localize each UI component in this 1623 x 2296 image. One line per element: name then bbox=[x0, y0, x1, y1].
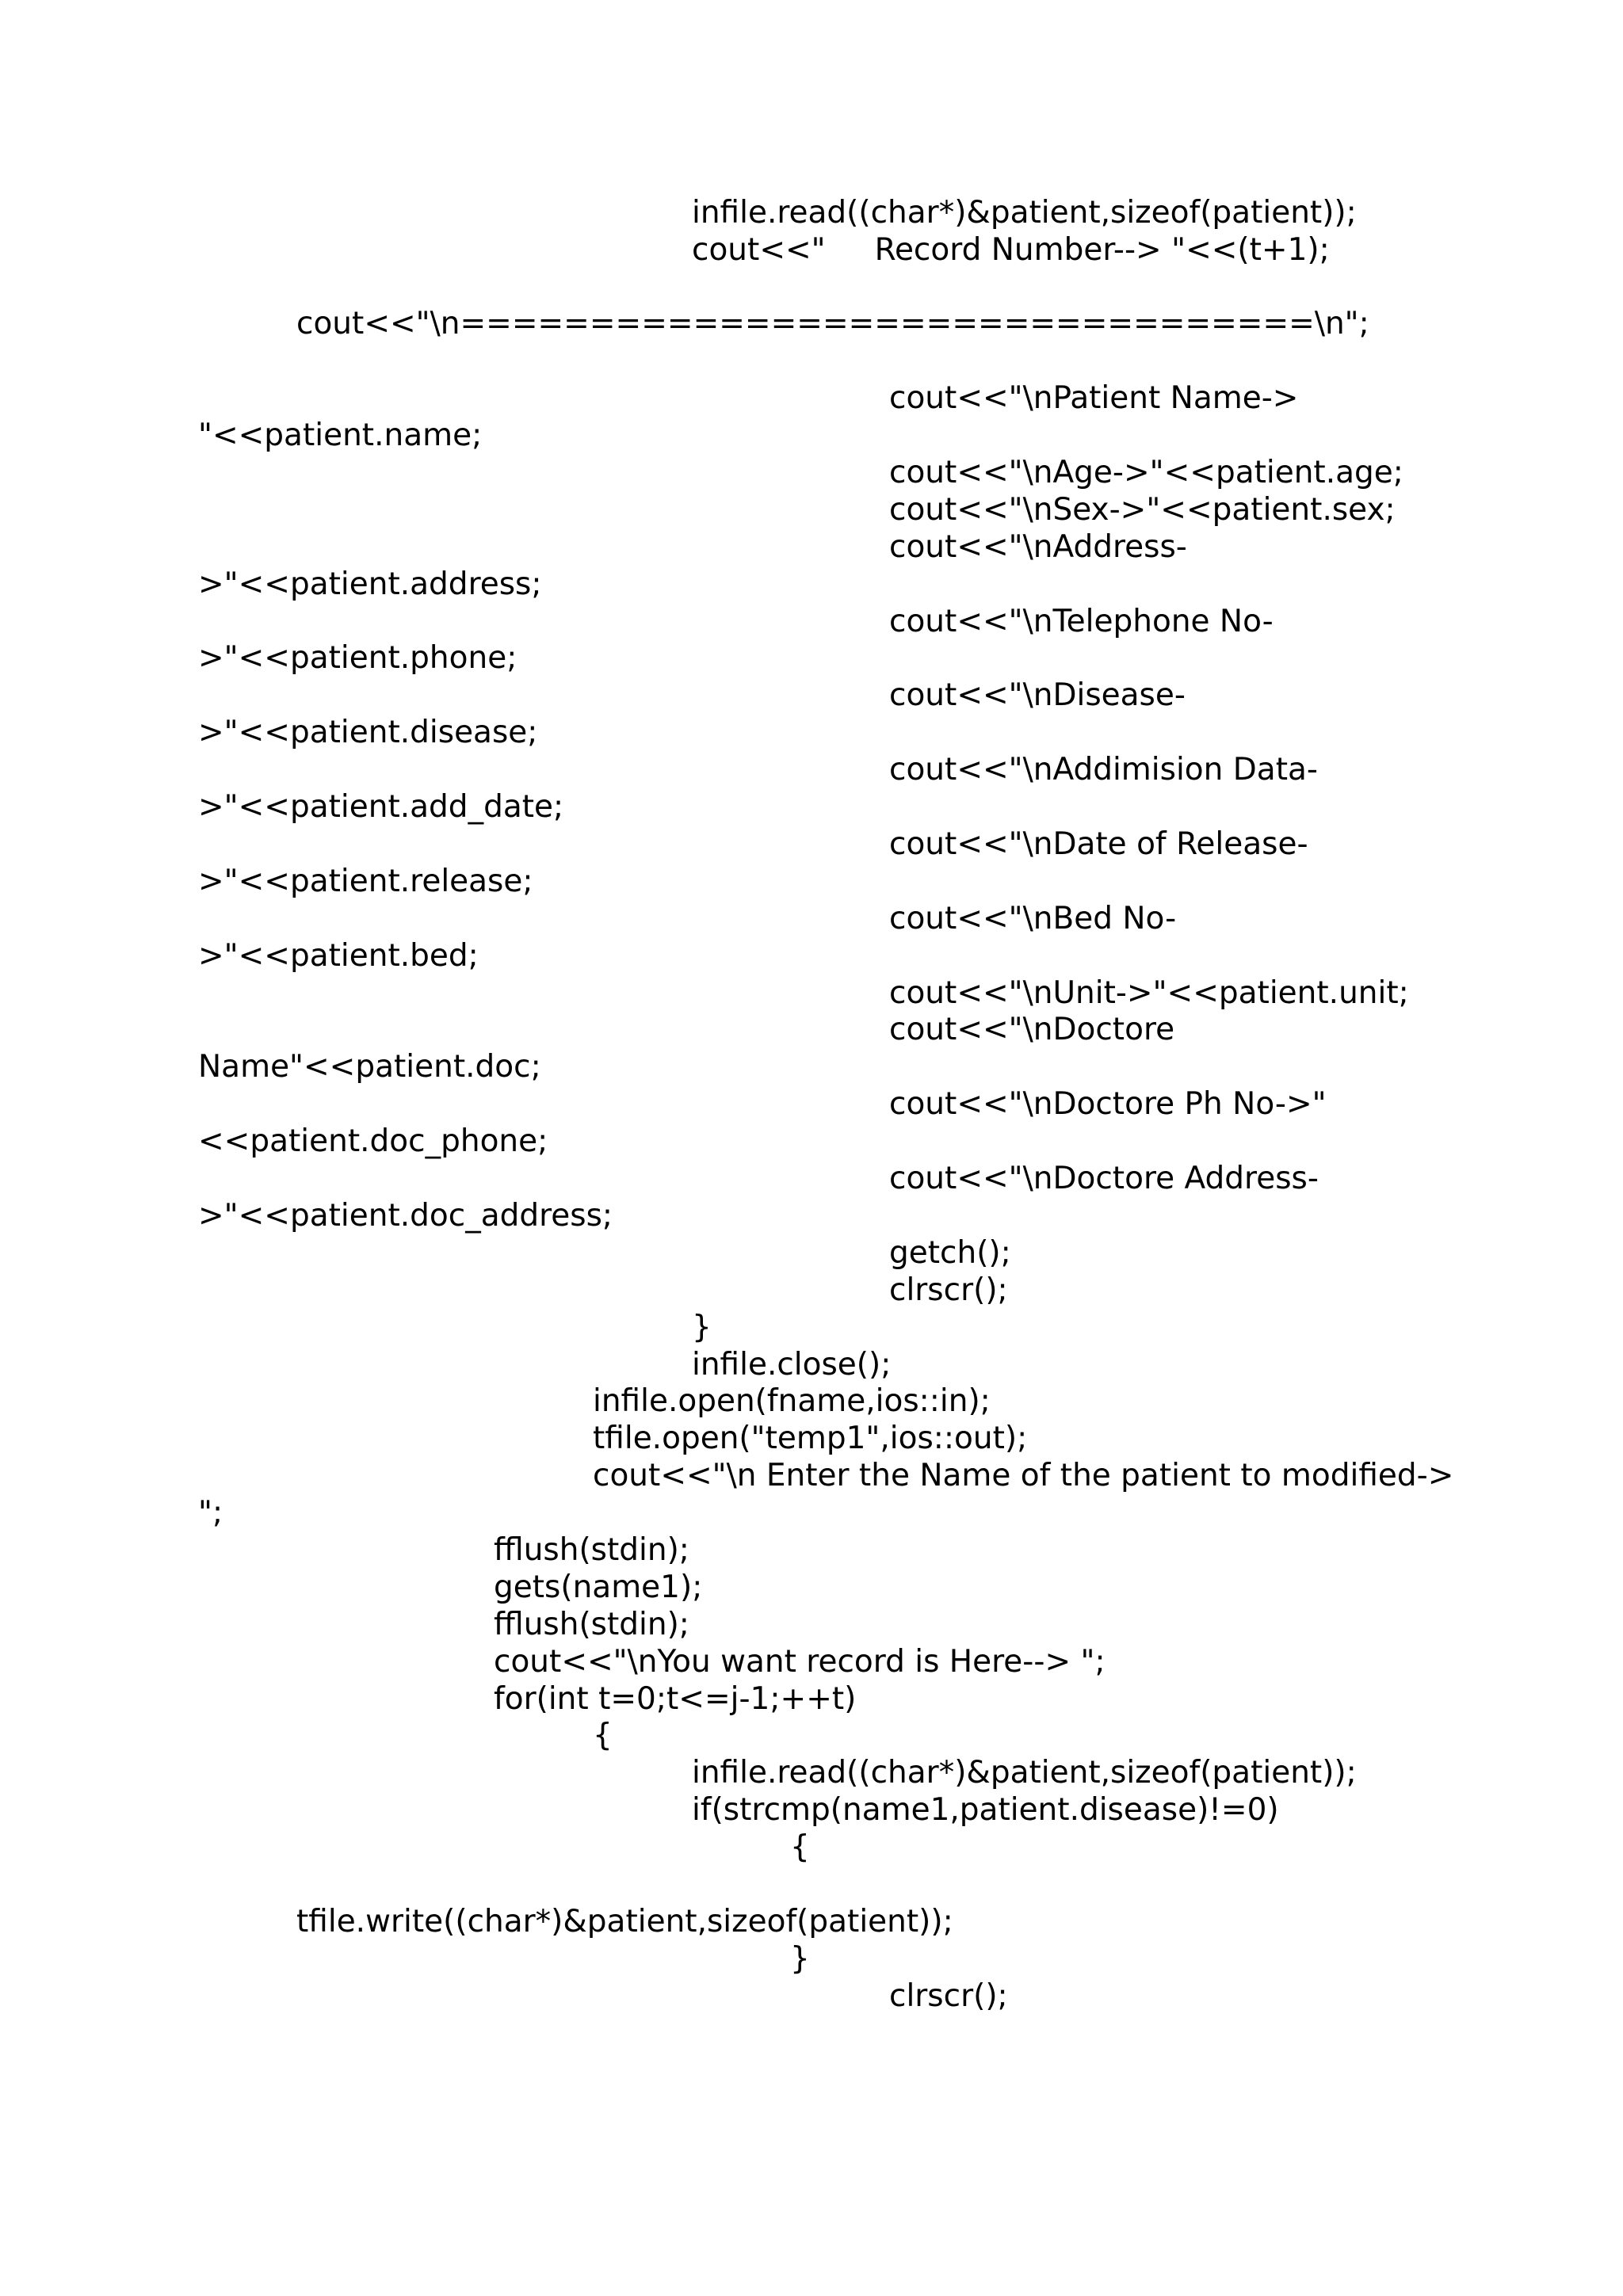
code-line: cout<<"\nTelephone No- bbox=[889, 604, 1274, 639]
code-line: tfile.open("temp1",ios::out); bbox=[593, 1421, 1028, 1456]
code-line: >"<<patient.doc_address; bbox=[198, 1198, 613, 1234]
code-line: fflush(stdin); bbox=[494, 1607, 689, 1642]
code-line: cout<<"\n=================================\n"; bbox=[296, 306, 1369, 341]
code-line: if(strcmp(name1,patient.disease)!=0) bbox=[692, 1792, 1279, 1828]
code-line: cout<<"\nDisease- bbox=[889, 677, 1186, 713]
code-line: >"<<patient.phone; bbox=[198, 640, 517, 676]
code-line: >"<<patient.disease; bbox=[198, 715, 538, 750]
code-line: <<patient.doc_phone; bbox=[198, 1123, 548, 1159]
code-line: >"<<patient.add_date; bbox=[198, 789, 564, 825]
code-line: cout<<"\nAge->"<<patient.age; bbox=[889, 455, 1403, 490]
code-line: getch(); bbox=[889, 1235, 1011, 1271]
code-line: { bbox=[593, 1718, 613, 1753]
code-line: >"<<patient.bed; bbox=[198, 938, 479, 974]
code-line: infile.open(fname,ios::in); bbox=[593, 1383, 991, 1419]
code-line: for(int t=0;t<=j-1;++t) bbox=[494, 1681, 857, 1717]
code-line: cout<<"\nBed No- bbox=[889, 901, 1177, 936]
code-line: { bbox=[790, 1829, 810, 1865]
code-line: cout<<"\nYou want record is Here--> "; bbox=[494, 1644, 1106, 1680]
code-line: cout<<"\nUnit->"<<patient.unit; bbox=[889, 975, 1409, 1011]
code-line: cout<<"\nDoctore Address- bbox=[889, 1161, 1319, 1196]
code-line: clrscr(); bbox=[889, 1272, 1008, 1308]
code-line: cout<<"\nDate of Release- bbox=[889, 826, 1308, 862]
code-line: gets(name1); bbox=[494, 1569, 703, 1605]
code-line: cout<<"\nSex->"<<patient.sex; bbox=[889, 492, 1396, 528]
code-line: infile.read((char*)&patient,sizeof(patient)); bbox=[692, 1755, 1357, 1791]
code-line: cout<<"\nDoctore Ph No->" bbox=[889, 1086, 1327, 1122]
code-line: cout<<"\nPatient Name-> bbox=[889, 380, 1299, 416]
code-line: Name"<<patient.doc; bbox=[198, 1049, 541, 1085]
code-line: cout<<"\nDoctore bbox=[889, 1012, 1175, 1047]
code-line: infile.close(); bbox=[692, 1347, 892, 1383]
code-line: "<<patient.name; bbox=[198, 418, 483, 453]
code-line: cout<<"\nAddimision Data- bbox=[889, 752, 1318, 788]
code-line: cout<<"\nAddress- bbox=[889, 529, 1187, 565]
code-line: infile.read((char*)&patient,sizeof(patient)); bbox=[692, 195, 1357, 231]
code-line: } bbox=[692, 1310, 712, 1345]
code-line: } bbox=[790, 1941, 810, 1977]
code-line: fflush(stdin); bbox=[494, 1532, 689, 1568]
code-line: >"<<patient.release; bbox=[198, 864, 533, 899]
code-line: clrscr(); bbox=[889, 1978, 1008, 2014]
code-line: cout<<" Record Number--> "<<(t+1); bbox=[692, 232, 1330, 268]
code-line: >"<<patient.address; bbox=[198, 566, 542, 602]
code-line: "; bbox=[198, 1495, 223, 1531]
code-line: tfile.write((char*)&patient,sizeof(patient)); bbox=[296, 1904, 953, 1939]
code-line: cout<<"\n Enter the Name of the patient to modified-> bbox=[593, 1458, 1454, 1493]
